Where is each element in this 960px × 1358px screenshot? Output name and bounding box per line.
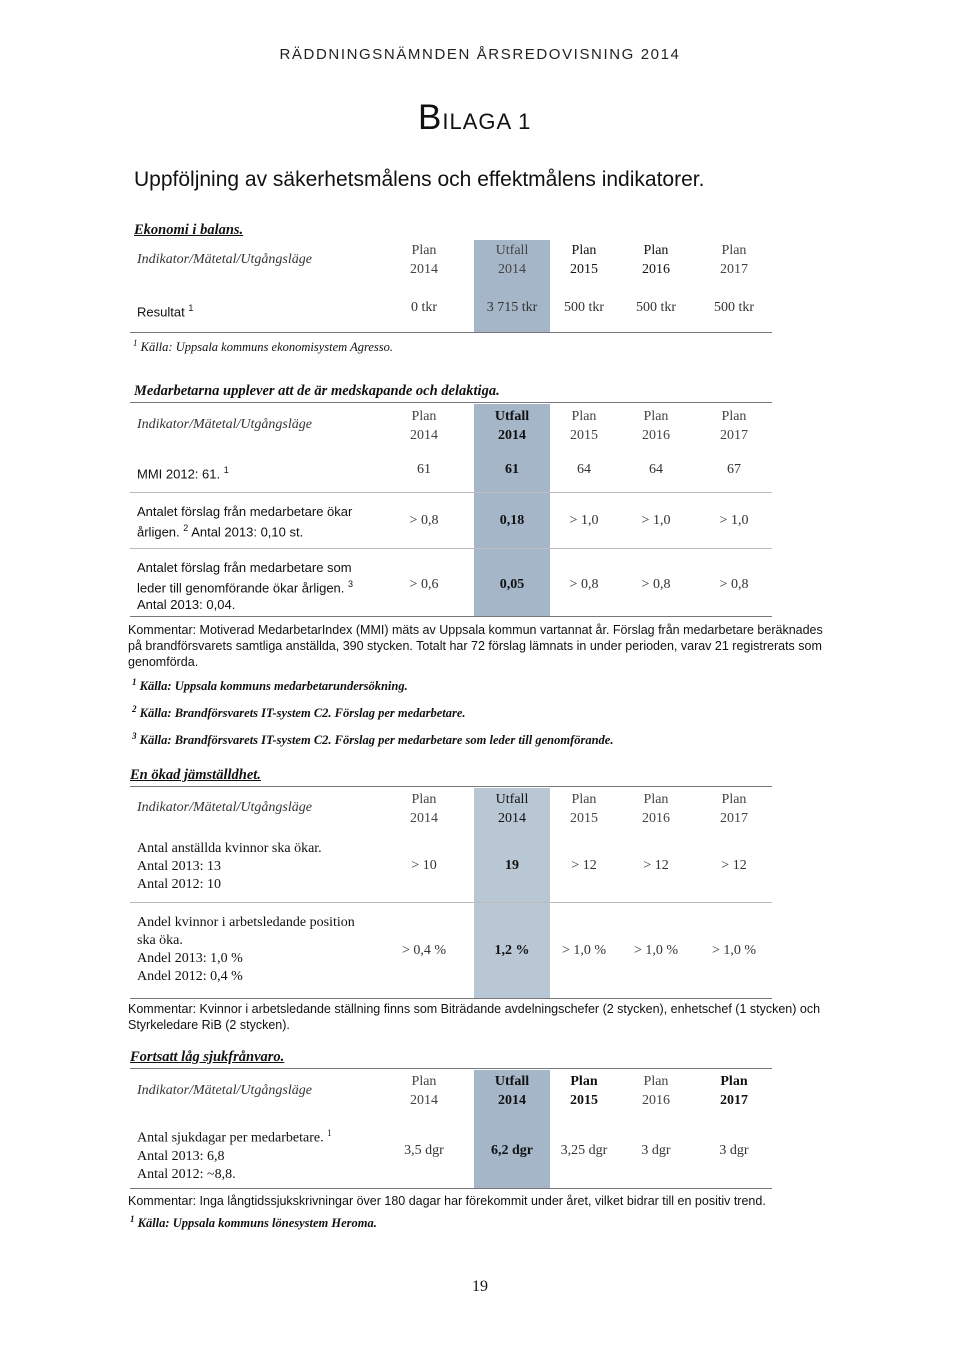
value-cell: 3 dgr: [641, 1143, 671, 1158]
source-note: $^1$ Källa: Uppsala kommuns lönesystem Heroma.: [130, 1214, 377, 1231]
col-header-plan-2014: Plan 2014: [410, 243, 438, 277]
source-note: $^3$ Källa: Brandförsvarets IT-system C2. Förslag per medarbetare som leder till genomförande.: [132, 731, 614, 748]
col-header-outcome-2014: Utfall 2014: [494, 409, 530, 443]
col-header-plan-2017: Plan 2017: [720, 792, 748, 826]
value-cell: > 1,0: [719, 513, 749, 528]
indicator-header: Indikator/Mätetal/Utgångsläge: [137, 800, 312, 815]
value-cell: > 1,0 %: [561, 943, 607, 958]
col-header-plan-2015: Plan 2015: [570, 243, 598, 277]
table-rule: [130, 402, 772, 403]
value-cell: 3 dgr: [719, 1143, 749, 1158]
col-header-plan-2017: Plan 2017: [720, 1074, 748, 1108]
value-cell: 19: [505, 858, 519, 873]
col-header-outcome-2014: Utfall 2014: [495, 792, 529, 826]
value-cell: 0 tkr: [410, 300, 438, 315]
value-cell: 0,05: [499, 577, 525, 592]
page-number: 19: [472, 1278, 488, 1295]
value-cell: 1,2 %: [494, 943, 530, 958]
col-header-outcome-2014: Utfall 2014: [495, 243, 529, 277]
source-note: $^1$ Källa: Uppsala kommuns medarbetarundersökning.: [132, 677, 408, 694]
table-rule: [130, 1188, 772, 1189]
section-title-staff: Medarbetarna upplever att de är medskapande och delaktiga.: [134, 383, 500, 399]
col-header-plan-2017: Plan 2017: [720, 243, 748, 277]
value-cell: > 1,0: [641, 513, 671, 528]
table-rule: [130, 616, 772, 617]
row-label-result: Resultat $^1$: [137, 303, 194, 320]
row-label-implemented-suggestions: Antalet förslag från medarbetare som leder till genomförande ökar årligen. $^3$ Antal 2013: 0,04.: [137, 560, 354, 613]
table-rule: [130, 786, 772, 787]
value-cell: > 1,0: [569, 513, 599, 528]
col-header-plan-2014: Plan 2014: [410, 792, 438, 826]
comment-sickness: Kommentar: Inga långtidssjukskrivningar över 180 dagar har förekommit under året, vilket bidrar till en positiv trend.: [128, 1194, 766, 1208]
comment-equality: Kommentar: Kvinnor i arbetsledande ställning finns som Biträdande avdelningschefer (2 stycken), enhetschef (1 stycken) och Styrkeledare RiB (2 stycken).: [128, 1002, 821, 1032]
col-header-plan-2015: Plan 2015: [570, 792, 598, 826]
col-header-outcome-2014: Utfall 2014: [494, 1074, 530, 1108]
table-rule: [130, 902, 772, 903]
appendix-title: BILAGA 1: [418, 98, 532, 137]
col-header-plan-2016: Plan 2016: [642, 1074, 670, 1108]
value-cell: 500 tkr: [635, 300, 677, 315]
value-cell: > 12: [571, 858, 597, 873]
value-cell: > 1,0 %: [711, 943, 757, 958]
table-rule: [130, 492, 772, 493]
value-cell: 61: [505, 462, 519, 477]
value-cell: > 0,8: [569, 577, 599, 592]
col-header-plan-2015: Plan 2015: [570, 409, 598, 443]
value-cell: > 12: [721, 858, 747, 873]
value-cell: 3,25 dgr: [560, 1143, 608, 1158]
row-label-women-employed: Antal anställda kvinnor ska ökar. Antal 2013: 13 Antal 2012: 10: [137, 841, 322, 892]
col-header-plan-2015: Plan 2015: [570, 1074, 598, 1108]
col-header-plan-2016: Plan 2016: [642, 243, 670, 277]
value-cell: 64: [649, 462, 663, 477]
row-label-mmi: MMI 2012: 61. $^1$: [137, 465, 229, 482]
value-cell: 6,2 dgr: [491, 1143, 533, 1158]
value-cell: 0,18: [499, 513, 525, 528]
table-rule: [130, 1068, 772, 1069]
value-cell: 67: [727, 462, 741, 477]
col-header-plan-2014: Plan 2014: [410, 409, 438, 443]
row-label-women-managers: Andel kvinnor i arbetsledande position ska öka. Andel 2013: 1,0 % Andel 2012: 0,4 %: [137, 915, 355, 984]
value-cell: > 0,6: [409, 577, 439, 592]
table-rule: [130, 332, 772, 333]
value-cell: 64: [577, 462, 591, 477]
table-rule: [130, 998, 772, 999]
source-note: $^1$ Källa: Uppsala kommuns ekonomisystem Agresso.: [133, 338, 394, 355]
value-cell: > 0,4 %: [401, 943, 447, 958]
table-rule: [130, 548, 772, 549]
col-header-plan-2016: Plan 2016: [642, 409, 670, 443]
indicator-header: Indikator/Mätetal/Utgångsläge: [137, 417, 312, 432]
value-cell: 61: [417, 462, 431, 477]
source-note: $^2$ Källa: Brandförsvarets IT-system C2. Förslag per medarbetare.: [132, 704, 466, 721]
comment-staff: Kommentar: Motiverad MedarbetarIndex (MMI) mäts av Uppsala kommun vartannat år. Förslag från medarbetare beräknades på brandförsvarets samtliga anställda, 390 stycken. Totalt har 72 förslag lämnats in under perioden, varav 21 registrerats som genomförda.: [128, 623, 823, 669]
value-cell: > 0,8: [409, 513, 439, 528]
col-header-plan-2017: Plan 2017: [720, 409, 748, 443]
section-title-sickness: Fortsatt låg sjukfrånvaro.: [130, 1049, 285, 1065]
page-title: Uppföljning av säkerhetsmålens och effektmålens indikatorer.: [134, 168, 705, 191]
running-header: RÄDDNINGSNÄMNDEN ÅRSREDOVISNING 2014: [279, 46, 681, 63]
value-cell: 500 tkr: [713, 300, 755, 315]
section-title-equality: En ökad jämställdhet.: [130, 767, 261, 783]
section-title-economy: Ekonomi i balans.: [134, 222, 244, 238]
value-cell: 500 tkr: [563, 300, 605, 315]
row-label-suggestions: Antalet förslag från medarbetare ökar årligen. $^2$ Antal 2013: 0,10 st.: [137, 504, 353, 540]
row-label-sick-days: Antal sjukdagar per medarbetare. $^1$ Antal 2013: 6,8 Antal 2012: ~8,8.: [137, 1128, 332, 1182]
value-cell: > 10: [411, 858, 437, 873]
value-cell: > 12: [643, 858, 669, 873]
value-cell: 3,5 dgr: [404, 1143, 444, 1158]
col-header-plan-2016: Plan 2016: [642, 792, 670, 826]
value-cell: 3 715 tkr: [486, 300, 538, 315]
indicator-header: Indikator/Mätetal/Utgångsläge: [137, 252, 312, 267]
value-cell: > 1,0 %: [633, 943, 679, 958]
value-cell: > 0,8: [719, 577, 749, 592]
col-header-plan-2014: Plan 2014: [410, 1074, 438, 1108]
value-cell: > 0,8: [641, 577, 671, 592]
indicator-header: Indikator/Mätetal/Utgångsläge: [137, 1083, 312, 1098]
